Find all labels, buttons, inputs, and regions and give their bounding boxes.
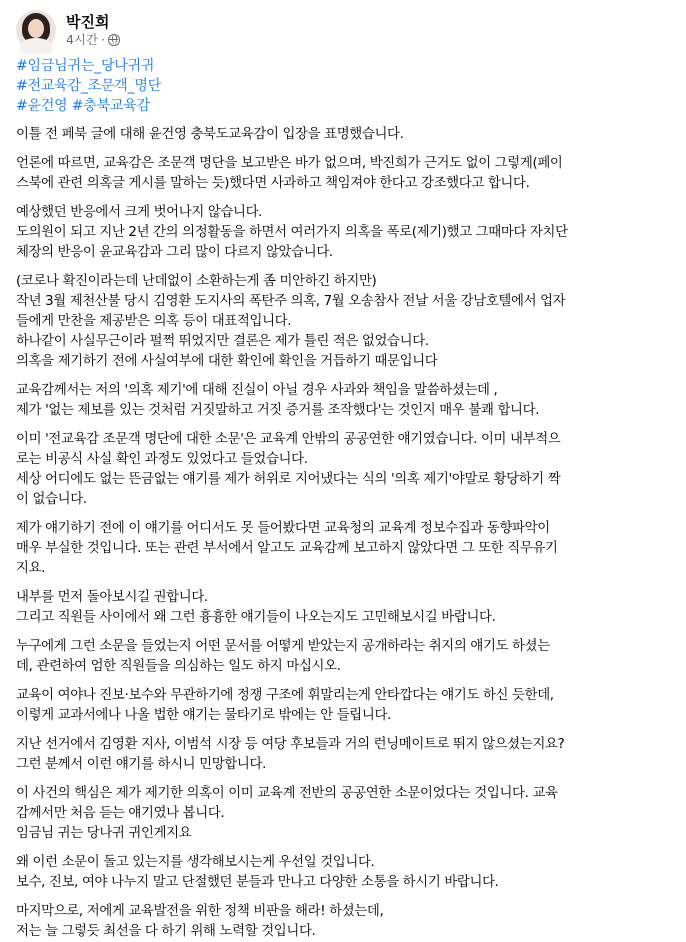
post-paragraph	[16, 637, 676, 677]
paragraph-line: 보수, 진보, 여야 나누지 말고 단절했던 분들과 만나고 다양한 소통을 하시기 바랍니다.	[16, 875, 499, 890]
paragraph-line: 제가 얘기하기 전에 이 얘기를 어디서도 못 들어봤다면 교육청의 교육계 정보수집과 동향파악이	[16, 521, 550, 536]
post-paragraph	[16, 588, 676, 628]
paragraph-line: 지요.	[16, 561, 46, 576]
paragraph-line: 이렇게 교과서에나 나올 법한 얘기는 물타기로 밖에는 안 들립니다.	[16, 708, 391, 723]
paragraph-line: 도의원이 되고 지난 2년 간의 의정활동을 하면서 여러가지 의혹을 폭로(제기)했고 그때마다 자치단	[16, 225, 568, 240]
post-paragraph	[16, 154, 676, 194]
paragraph-line: 교육이 여야나 진보·보수와 무관하기에 정쟁 구조에 휘말리는게 안타깝다는 얘기도 하신 듯한데,	[16, 688, 554, 703]
paragraph-line: 이 사건의 핵심은 제가 제기한 의혹이 이미 교육계 전반의 공공연한 소문이었다는 것입니다. 교육	[16, 786, 558, 801]
post-paragraph	[16, 853, 676, 893]
hashtag-link[interactable]: #전교육감_조문객_명단	[16, 78, 162, 94]
paragraph-line: 로는 비공식 사실 확인 과정도 있었다고 들었습니다.	[16, 452, 308, 467]
paragraph-line: 제가 '없는 제보를 있는 것처럼 거짓말하고 거짓 증거를 조작했다'는 것인지 매우 불쾌 합니다.	[16, 403, 540, 418]
paragraph-line: 내부를 먼저 돌아보시길 권합니다.	[16, 590, 208, 605]
post-paragraph	[16, 735, 676, 775]
paragraph-line: 체장의 반응이 윤교육감과 그리 많이 다르지 않았습니다.	[16, 245, 333, 260]
post-time[interactable]: 4시간	[66, 32, 99, 47]
paragraph-line: (코로나 확진이라는데 난데없이 소환하는게 좀 미안하긴 하지만)	[16, 274, 377, 289]
post-subline	[66, 32, 120, 48]
post-body	[16, 56, 676, 942]
globe-icon[interactable]	[108, 34, 120, 46]
hashtag-link[interactable]: #윤건영 #충북교육감	[16, 98, 150, 114]
post-paragraph	[16, 686, 676, 726]
hashtag-link[interactable]: #임금님귀는_당나귀귀	[16, 58, 155, 74]
hashtag-list	[16, 56, 676, 116]
post-paragraphs	[16, 125, 676, 942]
post-paragraph	[16, 272, 676, 372]
paragraph-line: 누구에게 그런 소문을 들었는지 어떤 문서를 어떻게 받았는지 공개하라는 취지의 얘기도 하셨는	[16, 639, 550, 654]
paragraph-line: 그런 분께서 이런 얘기를 하시니 민망합니다.	[16, 757, 266, 772]
paragraph-line: 데, 관련하여 엄한 직원들을 의심하는 일도 하지 마십시오.	[16, 659, 341, 674]
paragraph-line: 감께서만 처음 듣는 얘기였나 봅니다.	[16, 806, 225, 821]
paragraph-line: 임금님 귀는 당나귀 귀인게지요	[16, 826, 192, 841]
post-paragraph	[16, 784, 676, 844]
paragraph-line: 지난 선거에서 김영환 지사, 이범석 시장 등 여당 후보들과 거의 런닝메이트로 뛰지 않으셨는지요?	[16, 737, 565, 752]
post-paragraph	[16, 125, 676, 145]
paragraph-line: 스북에 관련 의혹글 게시를 말하는 듯)했다면 사과하고 책임져야 한다고 강조했다고 합니다.	[16, 176, 530, 191]
post-paragraph	[16, 430, 676, 510]
author-name[interactable]: 박진희	[66, 13, 110, 31]
post-paragraph	[16, 381, 676, 421]
paragraph-line: 작년 3월 제천산불 당시 김영환 도지사의 폭탄주 의혹, 7월 오송참사 전날 서울 강남호텔에서 업자	[16, 294, 566, 309]
paragraph-line: 들에게 만찬을 제공받은 의혹 등이 대표적입니다.	[16, 314, 292, 329]
paragraph-line: 마지막으로, 저에게 교육발전을 위한 정책 비판을 해라! 하셨는데,	[16, 904, 384, 919]
paragraph-line: 왜 이런 소문이 돌고 있는지를 생각해보시는게 우선일 것입니다.	[16, 855, 375, 870]
paragraph-line: 이 없습니다.	[16, 492, 87, 507]
paragraph-line: 하나같이 사실무근이라 펄쩍 뛰었지만 결론은 제가 틀린 적은 없었습니다.	[16, 334, 429, 349]
post-paragraph	[16, 519, 676, 579]
paragraph-line: 교육감께서는 저의 '의혹 제기'에 대해 진실이 아닐 경우 사과와 책임을 말씀하셨는데 ,	[16, 383, 498, 398]
post-meta	[66, 12, 120, 48]
paragraph-line: 의혹을 제기하기 전에 사실여부에 대한 확인에 확인을 거듭하기 때문입니다	[16, 354, 438, 369]
paragraph-line: 이틀 전 페북 글에 대해 윤건영 충북도교육감이 입장을 표명했습니다.	[16, 127, 404, 142]
paragraph-line: 예상했던 반응에서 크게 벗어나지 않습니다.	[16, 205, 263, 220]
avatar[interactable]	[16, 10, 56, 50]
post-paragraph	[16, 203, 676, 263]
paragraph-line: 세상 어디에도 없는 뜬금없는 얘기를 제가 허위로 지어냈다는 식의 '의혹 제기'야말로 황당하기 짝	[16, 472, 561, 487]
paragraph-line: 저는 늘 그렇듯 최선을 다 하기 위해 노력할 것입니다.	[16, 924, 316, 939]
paragraph-line: 이미 '전교육감 조문객 명단에 대한 소문'은 교육계 안밖의 공공연한 얘기였습니다. 이미 내부적으	[16, 432, 561, 447]
paragraph-line: 매우 부실한 것입니다. 또는 관련 부서에서 알고도 교육감께 보고하지 않았다면 그 또한 직무유기	[16, 541, 558, 556]
paragraph-line: 그리고 직원들 사이에서 왜 그런 흉흉한 얘기들이 나오는지도 고민해보시길 바랍니다.	[16, 610, 496, 625]
post-header	[16, 8, 120, 52]
paragraph-line: 언론에 따르면, 교육감은 조문객 명단을 보고받은 바가 없으며, 박진희가 근거도 없이 그렇게(페이	[16, 156, 563, 171]
separator-dot: ·	[101, 32, 106, 47]
post-paragraph	[16, 902, 676, 942]
